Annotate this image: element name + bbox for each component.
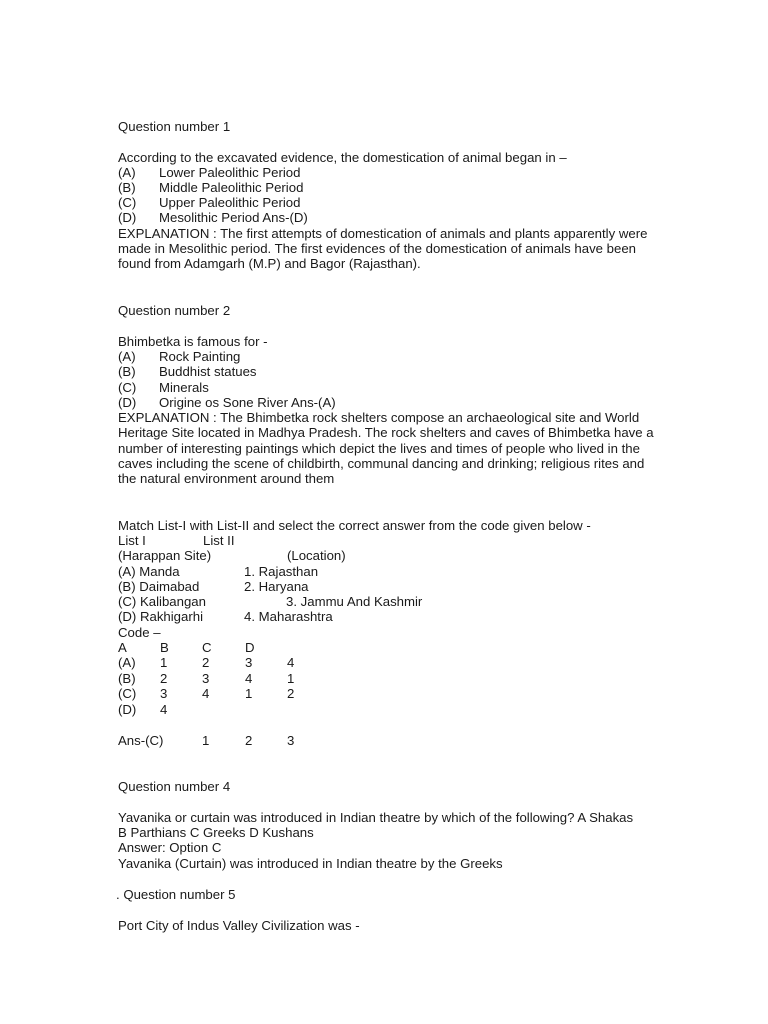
code-cell: 2 xyxy=(160,671,168,686)
q1-explanation-line: EXPLANATION : The first attempts of domestication of animals and plants apparently were xyxy=(118,226,648,241)
option-label: (A) xyxy=(118,349,136,364)
q2-explanation-line: number of interesting paintings which depict the lives and times of people who lived in the xyxy=(118,441,640,456)
code-cell: 2 xyxy=(287,686,295,701)
answer-value: 2 xyxy=(245,733,253,748)
code-cell: 1 xyxy=(160,655,168,670)
option-text: Upper Paleolithic Period xyxy=(159,195,301,210)
q1-explanation-line: found from Adamgarh (M.P) and Bagor (Rajasthan). xyxy=(118,256,421,271)
list1-header: List I xyxy=(118,533,146,548)
option-text: Mesolithic Period Ans-(D) xyxy=(159,210,308,225)
option-label: (C) xyxy=(118,195,137,210)
q2-explanation-line: the natural environment around them xyxy=(118,471,335,486)
answer-value: 1 xyxy=(202,733,210,748)
code-header: A xyxy=(118,640,127,655)
option-text: Middle Paleolithic Period xyxy=(159,180,304,195)
list2-header: List II xyxy=(203,533,235,548)
match-site: (A) Manda xyxy=(118,564,180,579)
list1-subheader: (Harappan Site) xyxy=(118,548,212,563)
code-cell: 4 xyxy=(202,686,210,701)
q1-question: According to the excavated evidence, the domestication of animal began in – xyxy=(118,150,567,165)
q2-question: Bhimbetka is famous for - xyxy=(118,334,268,349)
list2-subheader: (Location) xyxy=(287,548,346,563)
q4-explanation: Yavanika (Curtain) was introduced in Indian theatre by the Greeks xyxy=(118,856,503,871)
code-row-label: (D) xyxy=(118,702,137,717)
q4-answer: Answer: Option C xyxy=(118,840,222,855)
option-label: (B) xyxy=(118,364,136,379)
q4-question-line: Yavanika or curtain was introduced in Indian theatre by which of the following? A Shakas xyxy=(118,810,634,825)
q1-heading: Question number 1 xyxy=(118,119,231,134)
match-site: (D) Rakhigarhi xyxy=(118,609,204,624)
answer-value: 3 xyxy=(287,733,295,748)
code-cell: 1 xyxy=(287,671,295,686)
code-cell: 3 xyxy=(202,671,210,686)
match-site: (C) Kalibangan xyxy=(118,594,206,609)
code-header: D xyxy=(245,640,255,655)
option-text: Buddhist statues xyxy=(159,364,257,379)
code-cell: 4 xyxy=(287,655,295,670)
code-header: B xyxy=(160,640,169,655)
q2-explanation-line: EXPLANATION : The Bhimbetka rock shelters compose an archaeological site and World xyxy=(118,410,640,425)
option-text: Rock Painting xyxy=(159,349,241,364)
match-location: 2. Haryana xyxy=(244,579,309,594)
q4-question-line: B Parthians C Greeks D Kushans xyxy=(118,825,314,840)
answer-label: Ans-(C) xyxy=(118,733,164,748)
option-text: Origine os Sone River Ans-(A) xyxy=(159,395,336,410)
q2-heading: Question number 2 xyxy=(118,303,231,318)
option-label: (C) xyxy=(118,380,137,395)
code-row-label: (A) xyxy=(118,655,136,670)
match-location: 3. Jammu And Kashmir xyxy=(286,594,423,609)
code-row-label: (B) xyxy=(118,671,136,686)
code-cell: 4 xyxy=(160,702,168,717)
match-location: 1. Rajasthan xyxy=(244,564,319,579)
q2-explanation-line: Heritage Site located in Madhya Pradesh. The rock shelters and caves of Bhimbetka have a xyxy=(118,425,654,440)
code-cell: 4 xyxy=(245,671,253,686)
code-cell: 3 xyxy=(160,686,168,701)
code-cell: 1 xyxy=(245,686,253,701)
option-label: (D) xyxy=(118,210,137,225)
code-header: C xyxy=(202,640,212,655)
q2-explanation-line: caves including the scene of childbirth, communal dancing and drinking; religious rites and xyxy=(118,456,645,471)
match-location: 4. Maharashtra xyxy=(244,609,333,624)
option-label: (D) xyxy=(118,395,137,410)
code-row-label: (C) xyxy=(118,686,137,701)
q1-explanation-line: made in Mesolithic period. The first evidences of the domestication of animals have been xyxy=(118,241,637,256)
code-cell: 2 xyxy=(202,655,210,670)
q5-heading: . Question number 5 xyxy=(116,887,236,902)
option-text: Lower Paleolithic Period xyxy=(159,165,301,180)
option-text: Minerals xyxy=(159,380,209,395)
option-label: (B) xyxy=(118,180,136,195)
code-label: Code – xyxy=(118,625,161,640)
option-label: (A) xyxy=(118,165,136,180)
q3-question: Match List-I with List-II and select the correct answer from the code given below - xyxy=(118,518,591,533)
q4-heading: Question number 4 xyxy=(118,779,231,794)
code-cell: 3 xyxy=(245,655,253,670)
match-site: (B) Daimabad xyxy=(118,579,200,594)
q5-question: Port City of Indus Valley Civilization was - xyxy=(118,918,360,933)
